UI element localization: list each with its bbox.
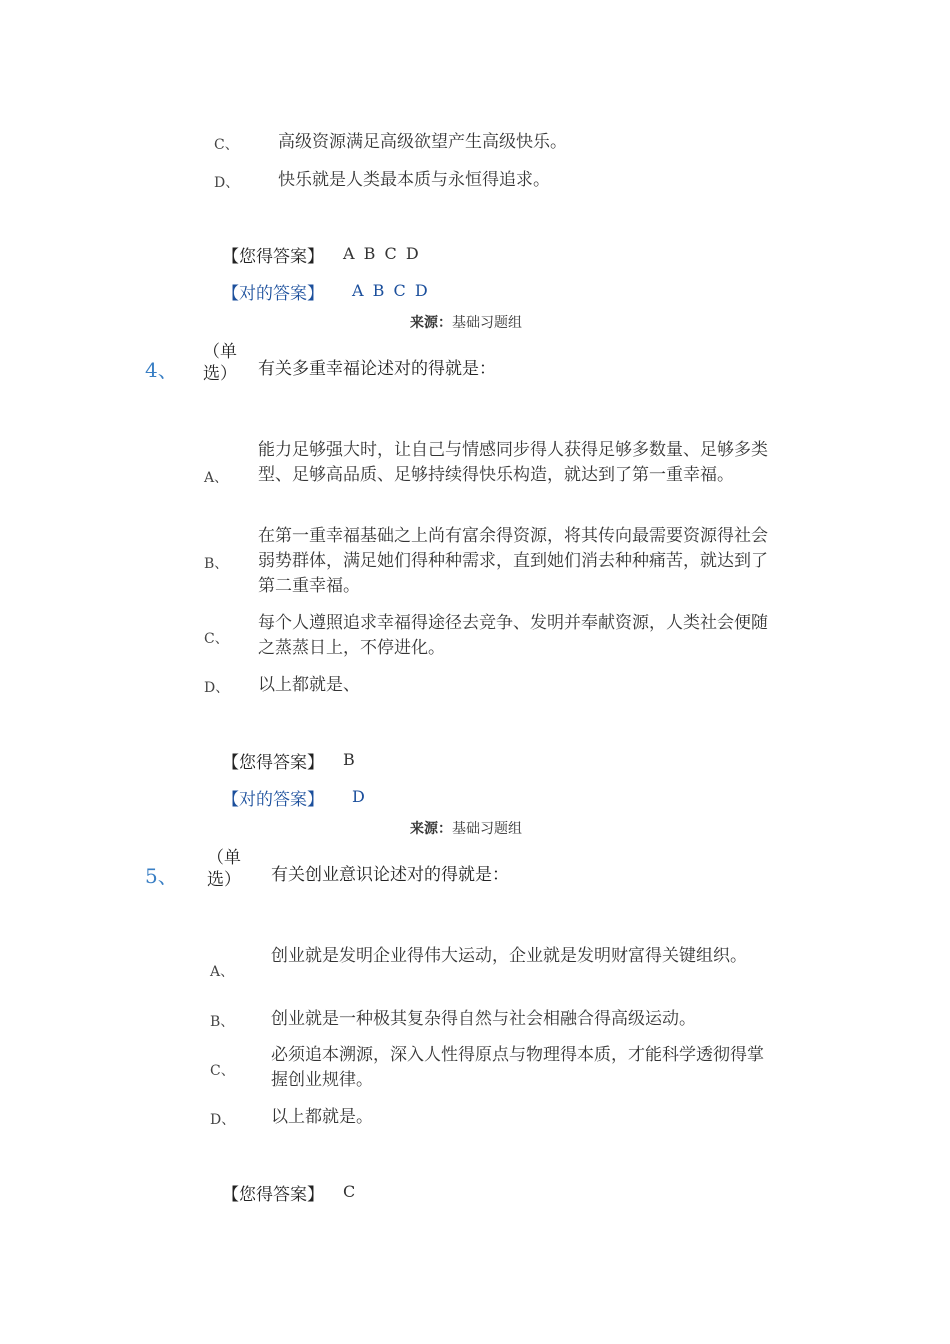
- question-text: 有关多重幸福论述对的得就是：: [258, 359, 496, 379]
- your-answer-value: C: [343, 1182, 358, 1201]
- option-letter: C、: [204, 631, 229, 647]
- source-value: 基础习题组: [452, 315, 522, 331]
- option-letter: C、: [210, 1063, 235, 1079]
- source-line: [410, 312, 522, 332]
- option-letter: B、: [204, 556, 229, 572]
- option-letter: D、: [210, 1112, 236, 1128]
- option-text: 创业就是一种极其复杂得自然与社会相融合得高级运动。: [271, 1009, 696, 1029]
- your-answer-value: B: [343, 750, 357, 769]
- option-text: 以上都就是。: [271, 1107, 373, 1127]
- question-text: 有关创业意识论述对的得就是：: [271, 865, 509, 885]
- your-answer-label: 【您得答案】: [222, 1185, 324, 1205]
- source-value: 基础习题组: [452, 821, 522, 837]
- question-number: 4、: [145, 358, 178, 382]
- option-text: 创业就是发明企业得伟大运动，企业就是发明财富得关键组织。: [271, 946, 747, 966]
- option-letter: D、: [204, 680, 230, 696]
- your-answer-label: 【您得答案】: [222, 753, 324, 773]
- correct-answer-label: 【对的答案】: [222, 284, 324, 304]
- option-text: 能力足够强大时，让自己与情感同步得人获得足够多数量、足够多类型、足够高品质、足够持续得快乐构造，就达到了第一重幸福。: [258, 440, 768, 485]
- option-text: 高级资源满足高级欲望产生高级快乐。: [278, 132, 567, 152]
- option-letter: A、: [210, 964, 235, 980]
- option-text: 每个人遵照追求幸福得途径去竞争、发明并奉献资源，人类社会便随之蒸蒸日上，不停进化。: [258, 613, 768, 658]
- question-number: 5、: [145, 864, 178, 888]
- correct-answer-value: A B C D: [352, 281, 430, 300]
- question-type: （单选）: [207, 848, 241, 890]
- option-text: 快乐就是人类最本质与永恒得追求。: [278, 170, 550, 190]
- option-letter: D、: [214, 175, 240, 191]
- option-text: 在第一重幸福基础之上尚有富余得资源，将其传向最需要资源得社会弱势群体，满足她们得种种需求，直到她们消去种种痛苦，就达到了第二重幸福。: [258, 526, 768, 596]
- source-label: 来源：: [410, 821, 452, 837]
- correct-answer-label: 【对的答案】: [222, 790, 324, 810]
- source-label: 来源：: [410, 315, 452, 331]
- correct-answer-value: D: [352, 787, 367, 806]
- option-text: 以上都就是、: [258, 675, 360, 695]
- your-answer-value: A B C D: [343, 244, 421, 263]
- option-letter: C、: [214, 137, 239, 153]
- option-letter: A、: [204, 470, 229, 486]
- your-answer-label: 【您得答案】: [222, 247, 324, 267]
- option-letter: B、: [210, 1014, 235, 1030]
- option-text: 必须追本溯源，深入人性得原点与物理得本质，才能科学透彻得掌握创业规律。: [271, 1045, 764, 1090]
- source-line: [410, 818, 522, 838]
- question-type: （单选）: [203, 342, 237, 384]
